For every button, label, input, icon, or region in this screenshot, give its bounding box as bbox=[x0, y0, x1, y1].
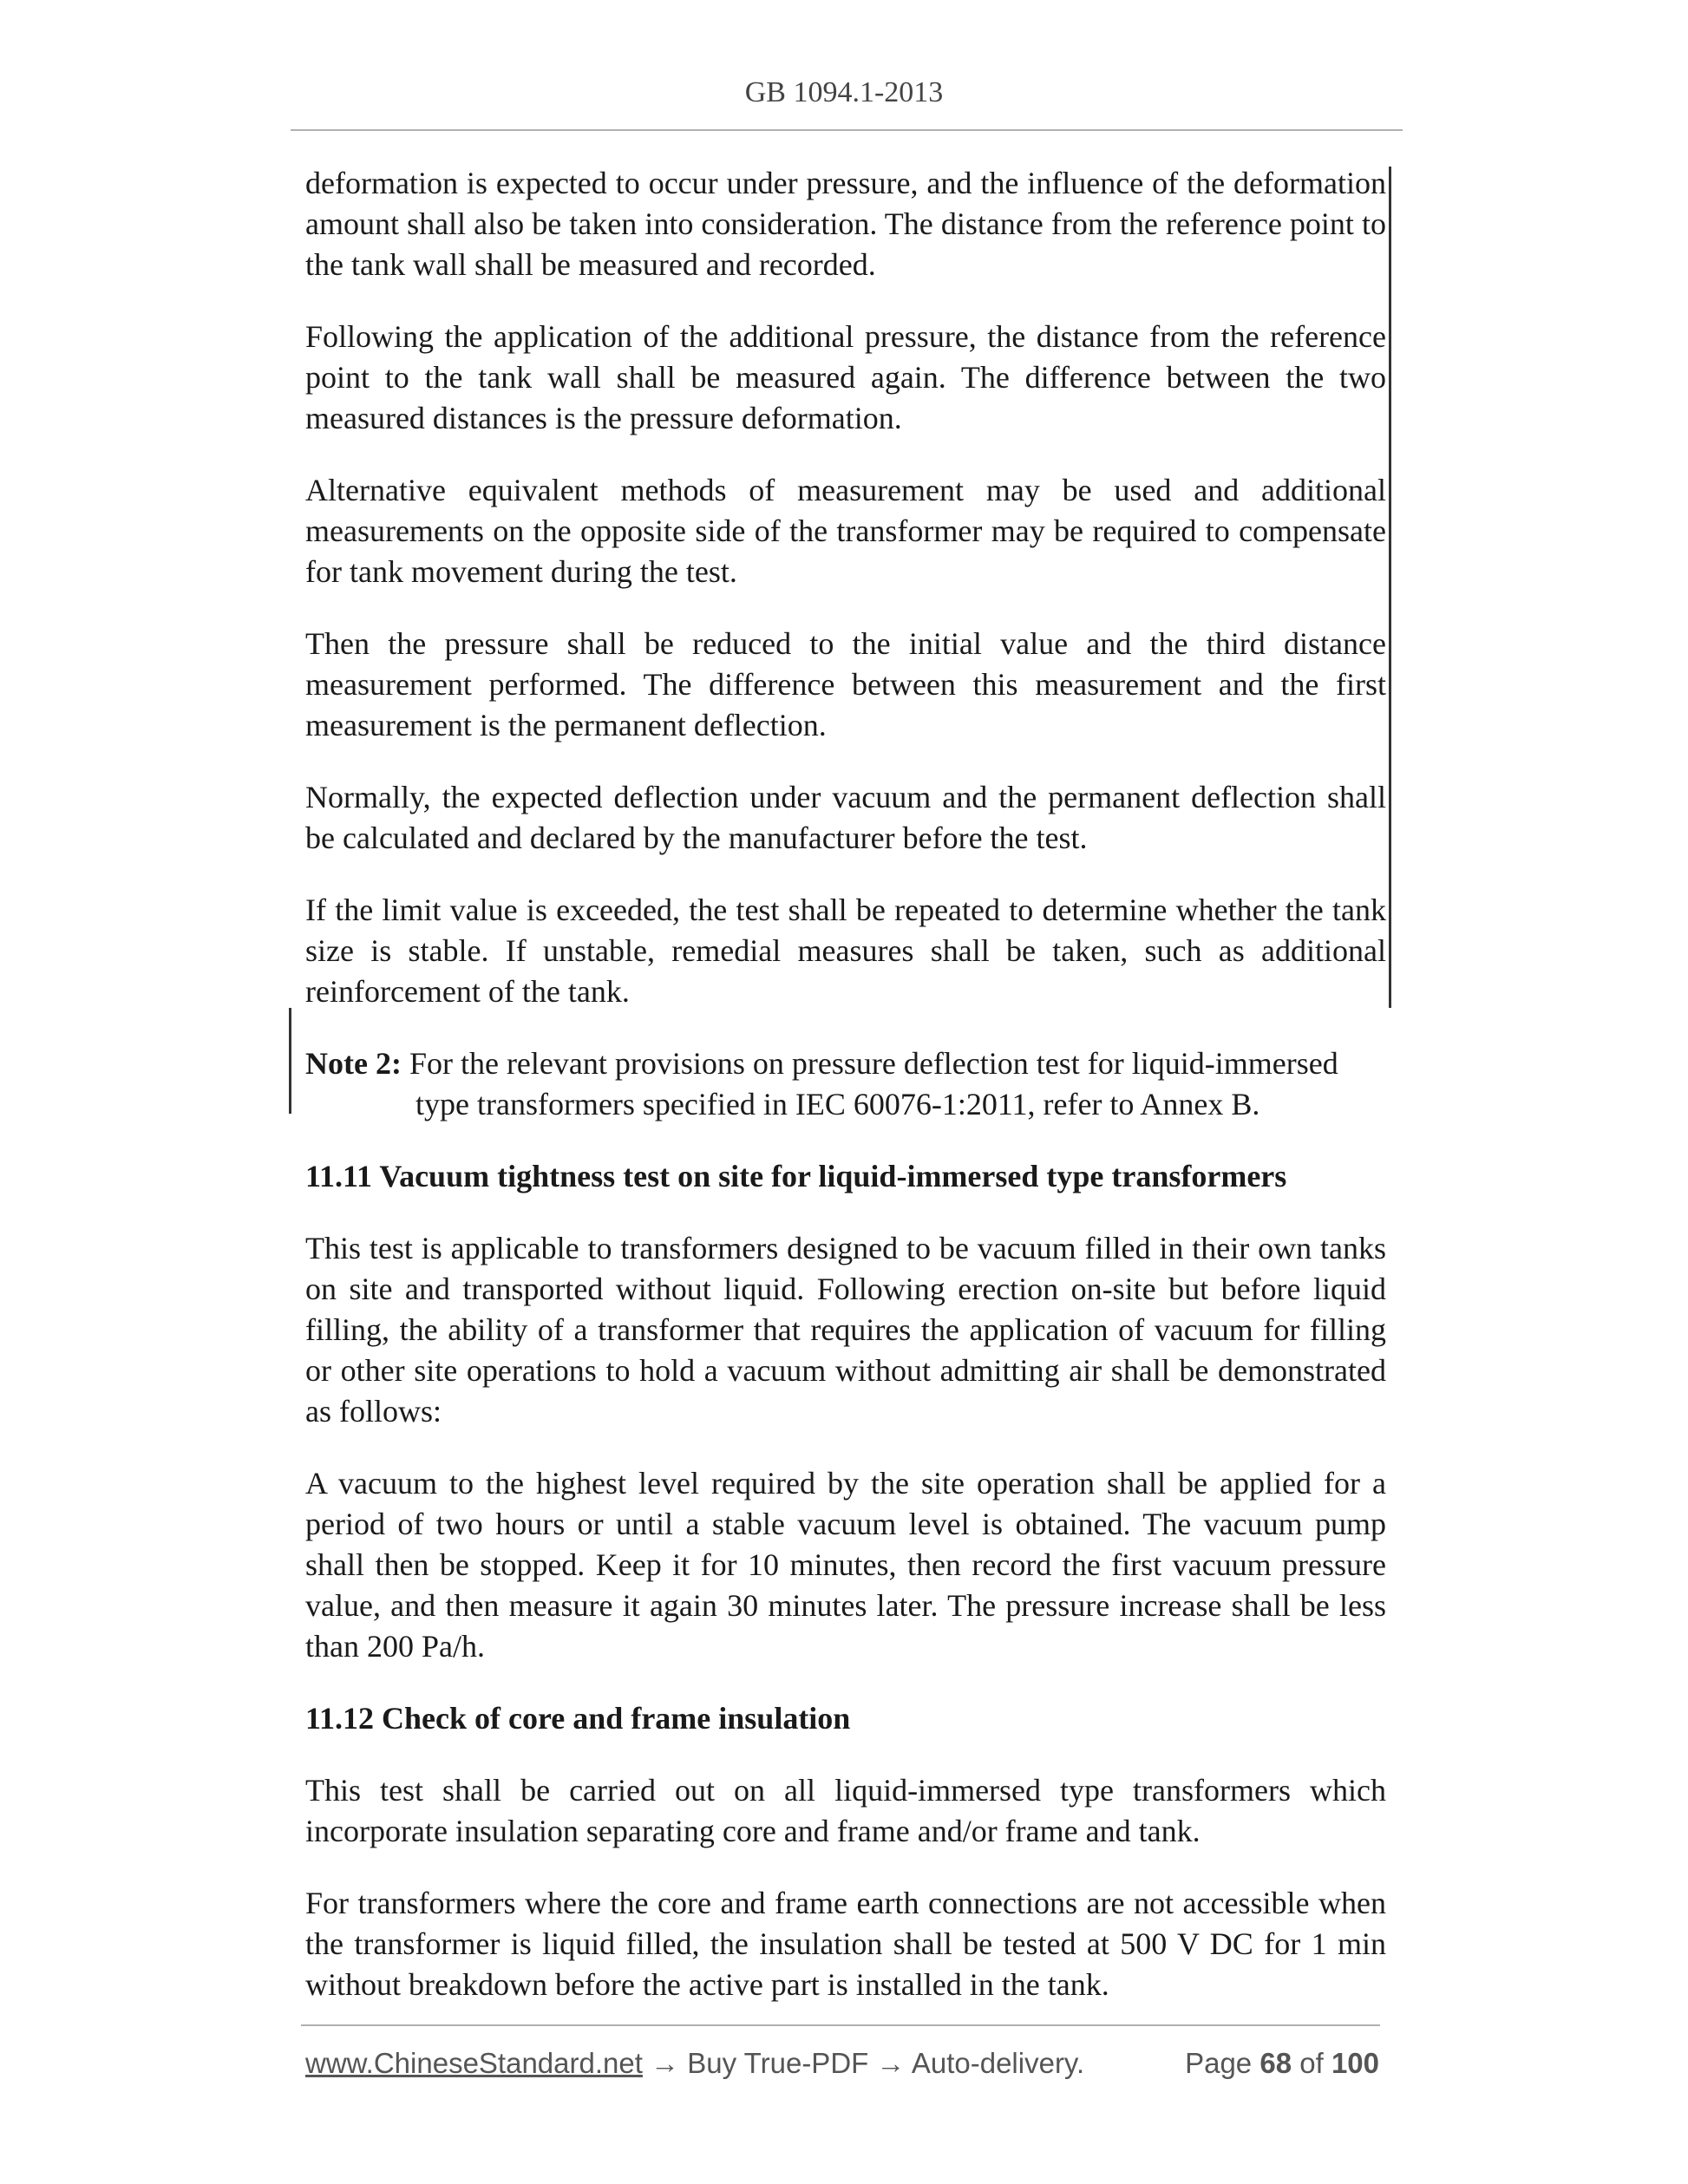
paragraph: deformation is expected to occur under pressure, and the influence of the deformation amount shall also be taken into consideration. The distance from the reference point to the tank wall shall be measured and recorded. bbox=[305, 166, 1386, 282]
paragraph: This test is applicable to transformers designed to be vacuum filled in their own tanks on site and transported without liquid. Following erection on-site but before liquid filling, the ability of a transformer that requires the application of vacuum for filling or other site operations to hold a vacuum without admitting air shall be demonstrated as follows: bbox=[305, 1231, 1386, 1429]
auto-delivery-text: Auto-delivery. bbox=[911, 2047, 1085, 2079]
paragraph: Normally, the expected deflection under vacuum and the permanent deflection shall be calculated and declared by the manufacturer before the test. bbox=[305, 780, 1386, 855]
note-text: For the relevant provisions on pressure deflection test for liquid-immersed type transformers specified in IEC 60076-1:2011, refer to Annex B. bbox=[409, 1046, 1338, 1121]
buy-true-pdf-text: Buy True-PDF bbox=[687, 2047, 869, 2079]
paragraph: If the limit value is exceeded, the test shall be repeated to determine whether the tank size is stable. If unstable, remedial measures shall be taken, such as additional reinforcement of the tank. bbox=[305, 893, 1386, 1009]
page-indicator bbox=[1185, 2047, 1379, 2080]
section-heading: 11.11 Vacuum tightness test on site for liquid-immersed type transformers bbox=[305, 1159, 1287, 1193]
arrow-icon: → bbox=[868, 2047, 912, 2079]
paragraph: Following the application of the additional pressure, the distance from the reference point to the tank wall shall be measured again. The difference between the two measured distances is the pressure deformation. bbox=[305, 319, 1386, 435]
paragraph: Then the pressure shall be reduced to the initial value and the third distance measurement performed. The difference between this measurement and the first measurement is the permanent deflection. bbox=[305, 626, 1386, 742]
paragraph: This test shall be carried out on all liquid-immersed type transformers which incorporate insulation separating core and frame and/or frame and tank. bbox=[305, 1773, 1386, 1848]
arrow-icon: → bbox=[642, 2047, 688, 2079]
note bbox=[305, 1043, 1386, 1125]
paragraph: Alternative equivalent methods of measurement may be used and additional measurements on the opposite side of the transformer may be required to compensate for tank movement during the test. bbox=[305, 473, 1386, 589]
page-number: 68 bbox=[1259, 2047, 1292, 2079]
page-footer bbox=[305, 2047, 1379, 2085]
footer-divider bbox=[301, 2024, 1380, 2026]
document-header-title: GB 1094.1-2013 bbox=[744, 76, 944, 108]
revision-change-bar bbox=[1389, 167, 1391, 1008]
note-label: Note 2: bbox=[305, 1046, 402, 1081]
paragraph: For transformers where the core and frame earth connections are not accessible when the transformer is liquid filled, the insulation shall be tested at 500 V DC for 1 min without breakdown before the active part is installed in the tank. bbox=[305, 1886, 1386, 2002]
chinesestandard-link[interactable]: www.ChineseStandard.net bbox=[305, 2047, 643, 2079]
page-total: 100 bbox=[1331, 2047, 1379, 2079]
page-body bbox=[305, 163, 1386, 2037]
section-heading: 11.12 Check of core and frame insulation bbox=[305, 1701, 851, 1736]
footer-promo bbox=[305, 2047, 1084, 2080]
revision-change-bar bbox=[289, 1008, 291, 1114]
header-divider bbox=[291, 129, 1403, 131]
of-label: of bbox=[1299, 2047, 1324, 2079]
page-label: Page bbox=[1185, 2047, 1253, 2079]
paragraph: A vacuum to the highest level required by the site operation shall be applied for a period of two hours or until a stable vacuum level is obtained. The vacuum pump shall then be stopped. Keep it for 10 minutes, then record the first vacuum pressure value, and then measure it again 30 minutes later. The pressure increase shall be less than 200 Pa/h. bbox=[305, 1466, 1386, 1664]
